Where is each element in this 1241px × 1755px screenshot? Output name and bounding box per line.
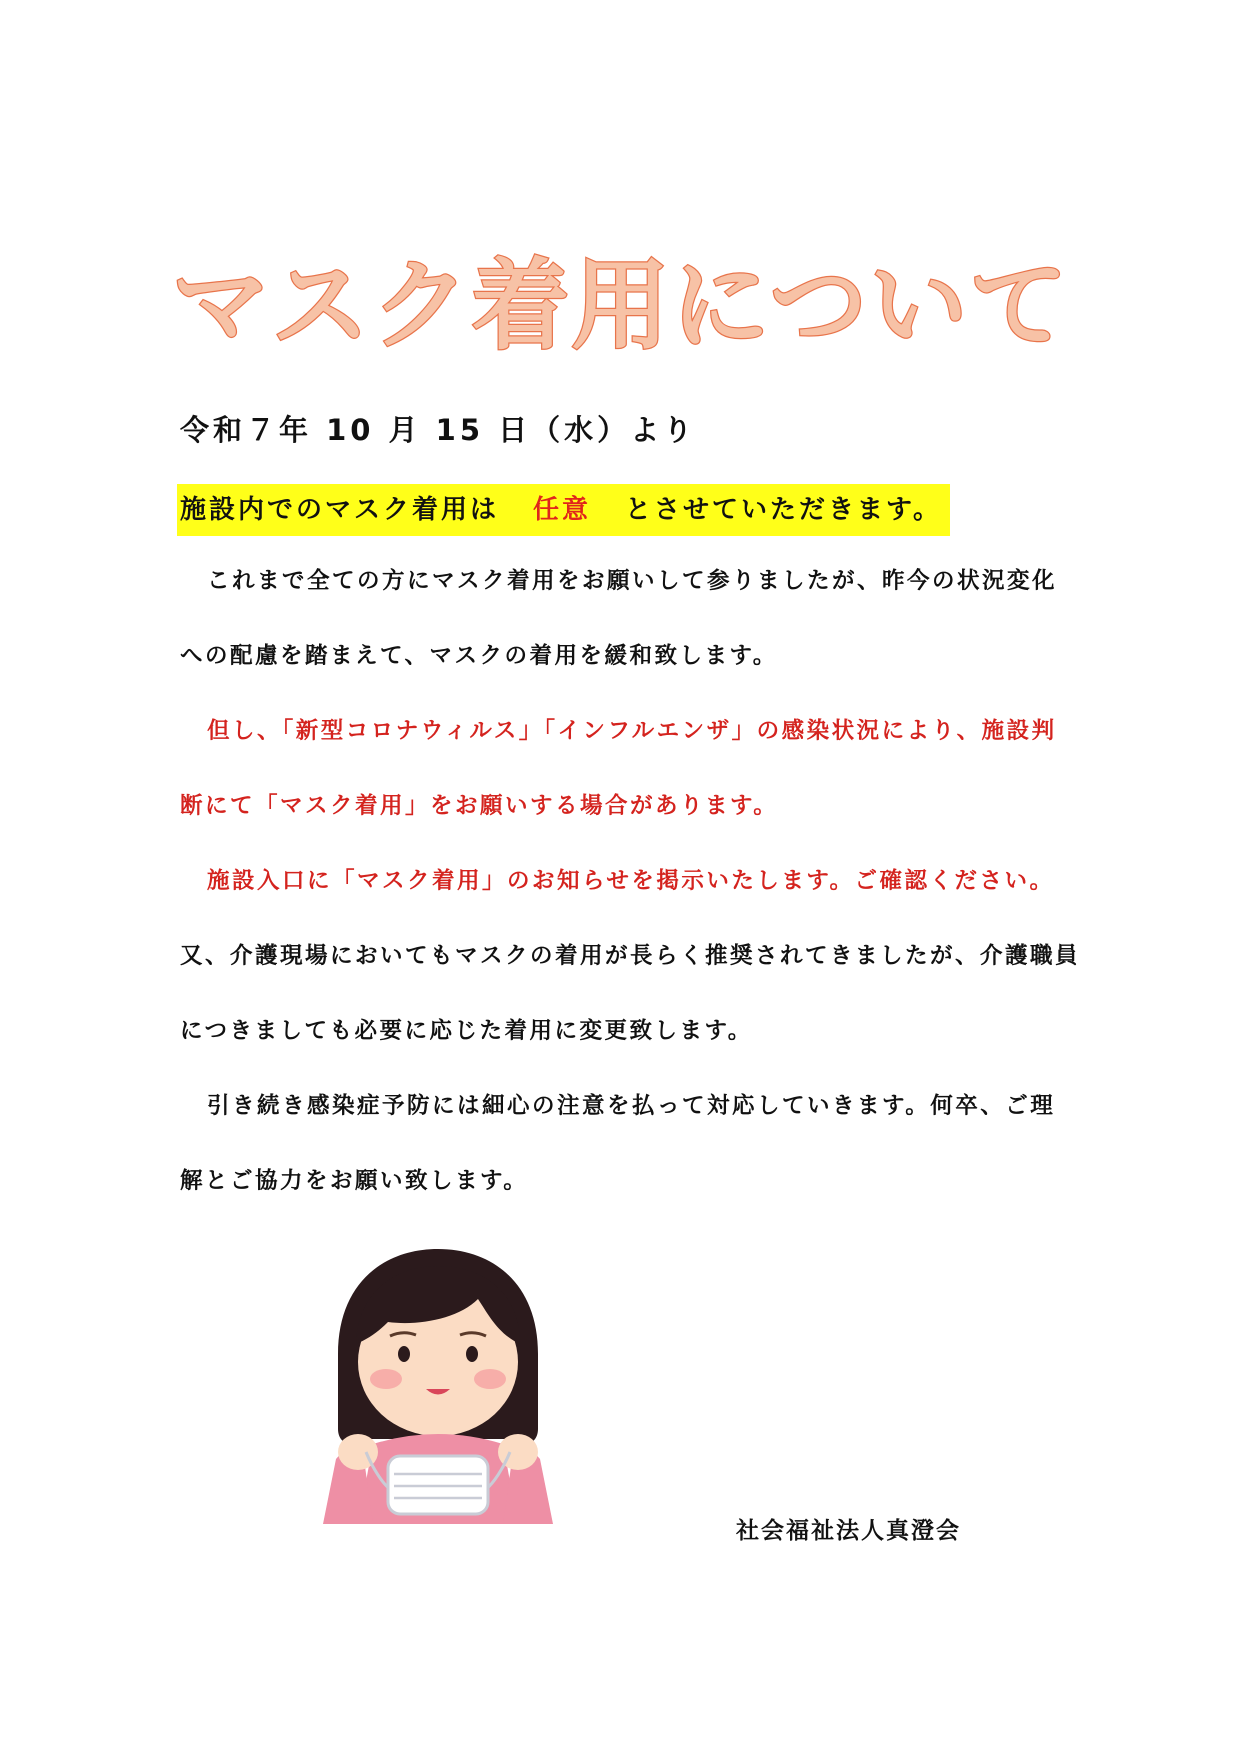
paragraph-exception	[180, 694, 1080, 844]
paragraph-text: 但し、「新型コロナウィルス」「インフルエンザ」の感染状況により、施設判断にて「マスク着用」をお願いする場合があります。	[180, 718, 1057, 819]
paragraph-staff	[180, 919, 1080, 1069]
notice-after: とさせていただきます。	[625, 495, 942, 525]
paragraph-text: これまで全ての方にマスク着用をお願いして参りましたが、昨今の状況変化への配慮を踏まえて、マスクの着用を緩和致します。	[180, 568, 1058, 669]
paragraph-entrance-notice	[180, 844, 1080, 919]
page-title: マスク着用について	[171, 249, 1070, 363]
paragraph-text: 引き続き感染症予防には細心の注意を払って対応していきます。何卒、ご理解とご協力をお願い致します。	[180, 1093, 1056, 1194]
paragraph-text: 又、介護現場においてもマスクの着用が長らく推奨されてきましたが、介護職員につきましても必要に応じた着用に変更致します。	[180, 943, 1081, 1044]
highlighted-notice	[177, 484, 950, 536]
paragraph-relaxation	[180, 544, 1080, 694]
organization-signature: 社会福祉法人真澄会	[736, 1518, 961, 1544]
paragraph-closing	[180, 1069, 1080, 1219]
right-eye	[466, 1346, 478, 1362]
left-eye	[398, 1346, 410, 1362]
notice-before: 施設内でのマスク着用は	[180, 495, 500, 525]
effective-date: 令和７年 10 月 15 日（水）より	[180, 413, 697, 447]
girl-with-mask-illustration	[318, 1244, 558, 1524]
notice-emphasis: 任意	[533, 495, 592, 525]
paragraph-text: 施設入口に「マスク着用」のお知らせを掲示いたします。ご確認ください。	[207, 868, 1055, 894]
